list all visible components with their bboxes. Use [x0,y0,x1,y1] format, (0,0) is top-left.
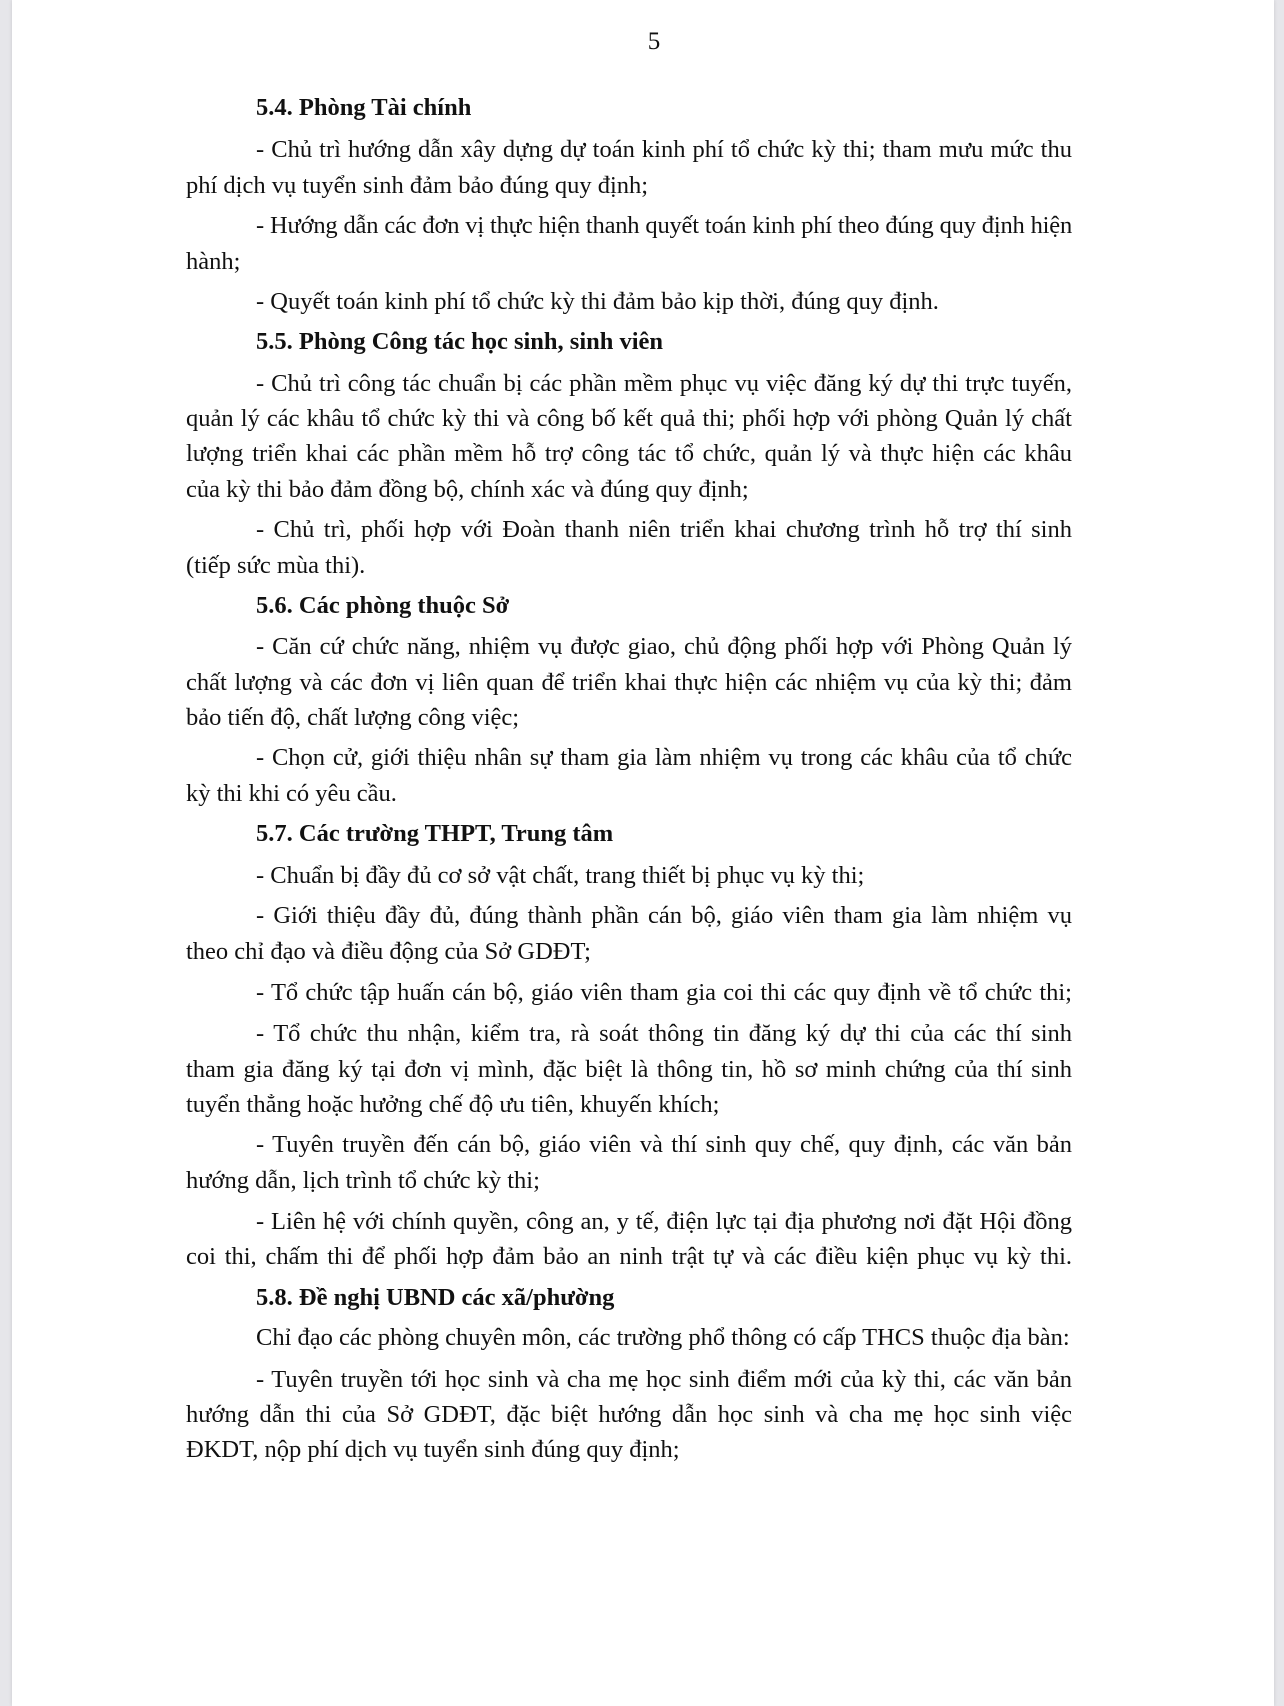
paragraph-line: tham gia đăng ký tại đơn vị mình, đặc biệt là thông tin, hồ sơ minh chứng của thí sinh [186,1056,1072,1083]
section-heading: 5.4. Phòng Tài chính [256,94,472,121]
paragraph-line: của kỳ thi bảo đảm đồng bộ, chính xác và đúng quy định; [186,476,749,503]
paragraph-line: theo chỉ đạo và điều động của Sở GDĐT; [186,938,591,965]
paragraph-line: - Tuyên truyền đến cán bộ, giáo viên và thí sinh quy chế, quy định, các văn bản [256,1131,1072,1158]
paragraph-line: lượng triển khai các phần mềm hỗ trợ công tác tổ chức, quản lý và thực hiện các khâu [186,440,1072,467]
paragraph-line: - Quyết toán kinh phí tổ chức kỳ thi đảm bảo kịp thời, đúng quy định. [256,288,939,315]
paragraph-line: hành; [186,248,241,275]
paragraph-line: hướng dẫn thi của Sở GDĐT, đặc biệt hướng dẫn học sinh và cha mẹ học sinh việc [186,1401,1072,1428]
paragraph-line: - Chủ trì hướng dẫn xây dựng dự toán kinh phí tổ chức kỳ thi; tham mưu mức thu [256,136,1072,163]
paragraph-line: - Chuẩn bị đầy đủ cơ sở vật chất, trang thiết bị phục vụ kỳ thi; [256,862,865,889]
section-heading: 5.8. Đề nghị UBND các xã/phường [256,1284,615,1311]
paragraph-line: hướng dẫn, lịch trình tổ chức kỳ thi; [186,1167,540,1194]
paragraph-line: coi thi, chấm thi để phối hợp đảm bảo an ninh trật tự và các điều kiện phục vụ kỳ thi. [186,1243,1072,1270]
paragraph-line: quản lý các khâu tổ chức kỳ thi và công bố kết quả thi; phối hợp với phòng Quản lý chất [186,405,1072,432]
paragraph-line: kỳ thi khi có yêu cầu. [186,780,397,807]
paragraph-line: - Chủ trì, phối hợp với Đoàn thanh niên triển khai chương trình hỗ trợ thí sinh [256,516,1072,543]
paragraph-line: - Giới thiệu đầy đủ, đúng thành phần cán bộ, giáo viên tham gia làm nhiệm vụ [256,902,1072,929]
paragraph-line: bảo tiến độ, chất lượng công việc; [186,704,520,731]
paragraph-line: - Căn cứ chức năng, nhiệm vụ được giao, chủ động phối hợp với Phòng Quản lý [256,633,1072,660]
paragraph-line: - Hướng dẫn các đơn vị thực hiện thanh quyết toán kinh phí theo đúng quy định hiện [256,212,1072,239]
document-page [12,0,1274,1706]
paragraph-line: tuyển thẳng hoặc hưởng chế độ ưu tiên, khuyến khích; [186,1091,720,1118]
paragraph-line: phí dịch vụ tuyển sinh đảm bảo đúng quy định; [186,172,649,199]
paragraph-line: - Chủ trì công tác chuẩn bị các phần mềm phục vụ việc đăng ký dự thi trực tuyến, [256,370,1072,397]
paragraph-line: - Tổ chức tập huấn cán bộ, giáo viên tham gia coi thi các quy định về tổ chức thi; [256,979,1072,1006]
paragraph-line: - Chọn cử, giới thiệu nhân sự tham gia làm nhiệm vụ trong các khâu của tổ chức [256,744,1072,771]
page-number: 5 [647,28,661,55]
paragraph-line: Chỉ đạo các phòng chuyên môn, các trường phổ thông có cấp THCS thuộc địa bàn: [256,1324,1070,1351]
paragraph-line: - Tuyên truyền tới học sinh và cha mẹ học sinh điểm mới của kỳ thi, các văn bản [256,1366,1072,1393]
paragraph-line: - Tổ chức thu nhận, kiểm tra, rà soát thông tin đăng ký dự thi của các thí sinh [256,1020,1072,1047]
paragraph-line: ĐKDT, nộp phí dịch vụ tuyển sinh đúng quy định; [186,1436,680,1463]
section-heading: 5.7. Các trường THPT, Trung tâm [256,820,614,847]
paragraph-line: - Liên hệ với chính quyền, công an, y tế, điện lực tại địa phương nơi đặt Hội đồng [256,1208,1072,1235]
section-heading: 5.6. Các phòng thuộc Sở [256,592,510,619]
section-heading: 5.5. Phòng Công tác học sinh, sinh viên [256,328,664,355]
paragraph-line: chất lượng và các đơn vị liên quan để triển khai thực hiện các nhiệm vụ của kỳ thi; đảm [186,669,1072,696]
paragraph-line: (tiếp sức mùa thi). [186,552,366,579]
